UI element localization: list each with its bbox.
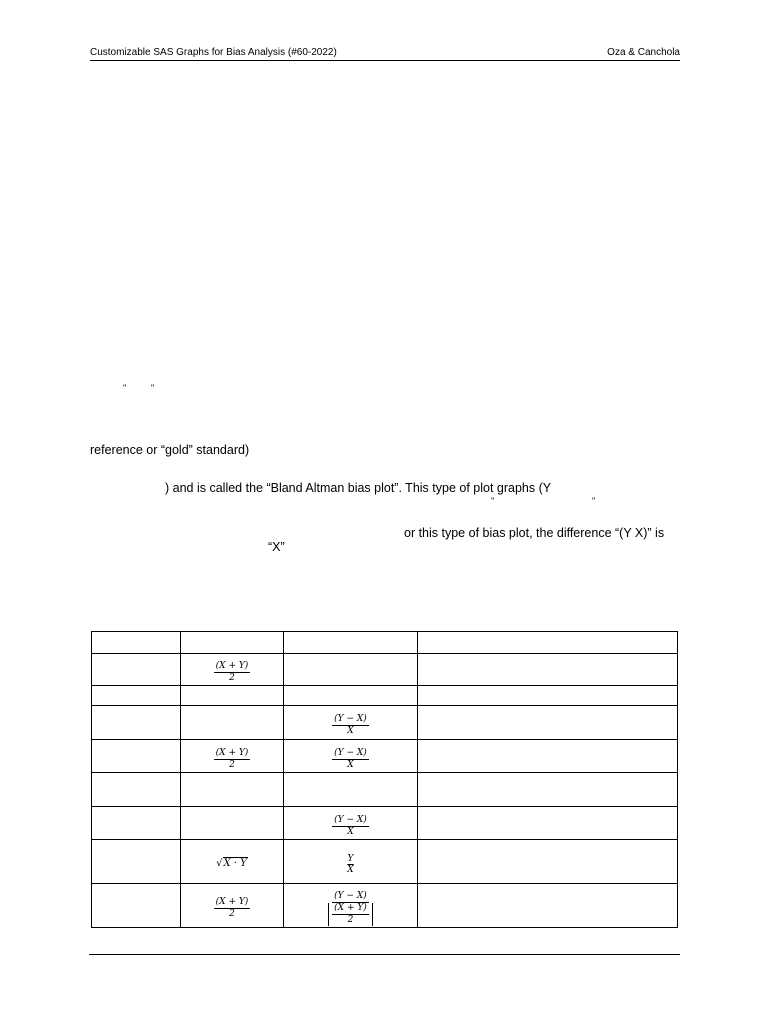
header-title: Customizable SAS Graphs for Bias Analysis (#60-2022) [90,47,337,58]
table-row [92,632,678,654]
table-cell [418,773,678,807]
table-cell [92,654,181,686]
table-row [92,686,678,706]
table-cell [92,807,181,840]
bracketed-mean: $\frac{(X + Y)}{2}$ [328,903,373,926]
table-row [92,807,678,840]
table-cell [284,807,418,840]
ratio-formula: $\frac{Y}{X}$ [347,853,354,875]
table-cell [284,740,418,773]
quote-mark: " [151,383,155,393]
geometric-mean-formula: √X · Y [216,857,247,869]
footer-rule [89,954,680,955]
table-cell [418,884,678,928]
relative-difference-formula: $\frac{(Y - X)}{X}$ [334,814,367,837]
table-cell [284,840,418,884]
table-cell [92,840,181,884]
table-cell [92,884,181,928]
mean-formula: $\frac{(X + Y)}{2}$ [215,897,249,919]
table-cell [92,632,181,654]
text-fragment: or this type of bias plot, the difference “(Y X)” is [404,526,665,540]
table-cell [181,773,284,807]
mean-formula: $\frac{(X + Y)}{2}$ [215,747,249,770]
table-cell [181,686,284,706]
table-cell [92,740,181,773]
table-cell [284,706,418,740]
quote-mark: " [592,496,596,506]
table-cell [418,840,678,884]
table-cell [284,884,418,928]
table-cell [181,654,284,686]
table-cell [92,773,181,807]
bias-plot-table [91,631,678,928]
table-cell [181,884,284,928]
table-row [92,840,678,884]
table-cell [418,686,678,706]
text-fragment: reference or “gold” standard) [90,443,250,457]
relative-difference-formula: $\frac{(Y - X)}{X}$ [334,714,367,736]
table-row [92,654,678,686]
text-fragment: ) and is called the “Bland Altman bias plot”. This type of plot graphs (Y [165,481,552,495]
table-cell [181,840,284,884]
table-row [92,773,678,807]
table-cell [418,706,678,740]
table-cell [284,632,418,654]
quote-mark: " [123,383,127,393]
table-cell [418,654,678,686]
table-cell [418,632,678,654]
table-cell [284,686,418,706]
mean-relative-difference-formula: $\frac{(Y - X)}{\frac{(X + Y)}{2}}$ [326,891,375,926]
table-cell [181,807,284,840]
table-row [92,706,678,740]
table-cell [418,740,678,773]
table-row [92,740,678,773]
relative-difference-formula: $\frac{(Y - X)}{X}$ [334,747,367,770]
quote-mark: " [491,496,495,506]
table-cell [92,706,181,740]
table-cell [181,706,284,740]
table-cell [181,740,284,773]
text-fragment: “X” [268,540,285,554]
mean-formula: $\frac{(X + Y)}{2}$ [215,661,249,683]
table-cell [92,686,181,706]
table-cell [181,632,284,654]
table-cell [418,807,678,840]
table-row [92,884,678,928]
table-cell [284,654,418,686]
table-cell [284,773,418,807]
running-header [90,46,680,61]
header-authors: Oza & Canchola [607,47,680,58]
